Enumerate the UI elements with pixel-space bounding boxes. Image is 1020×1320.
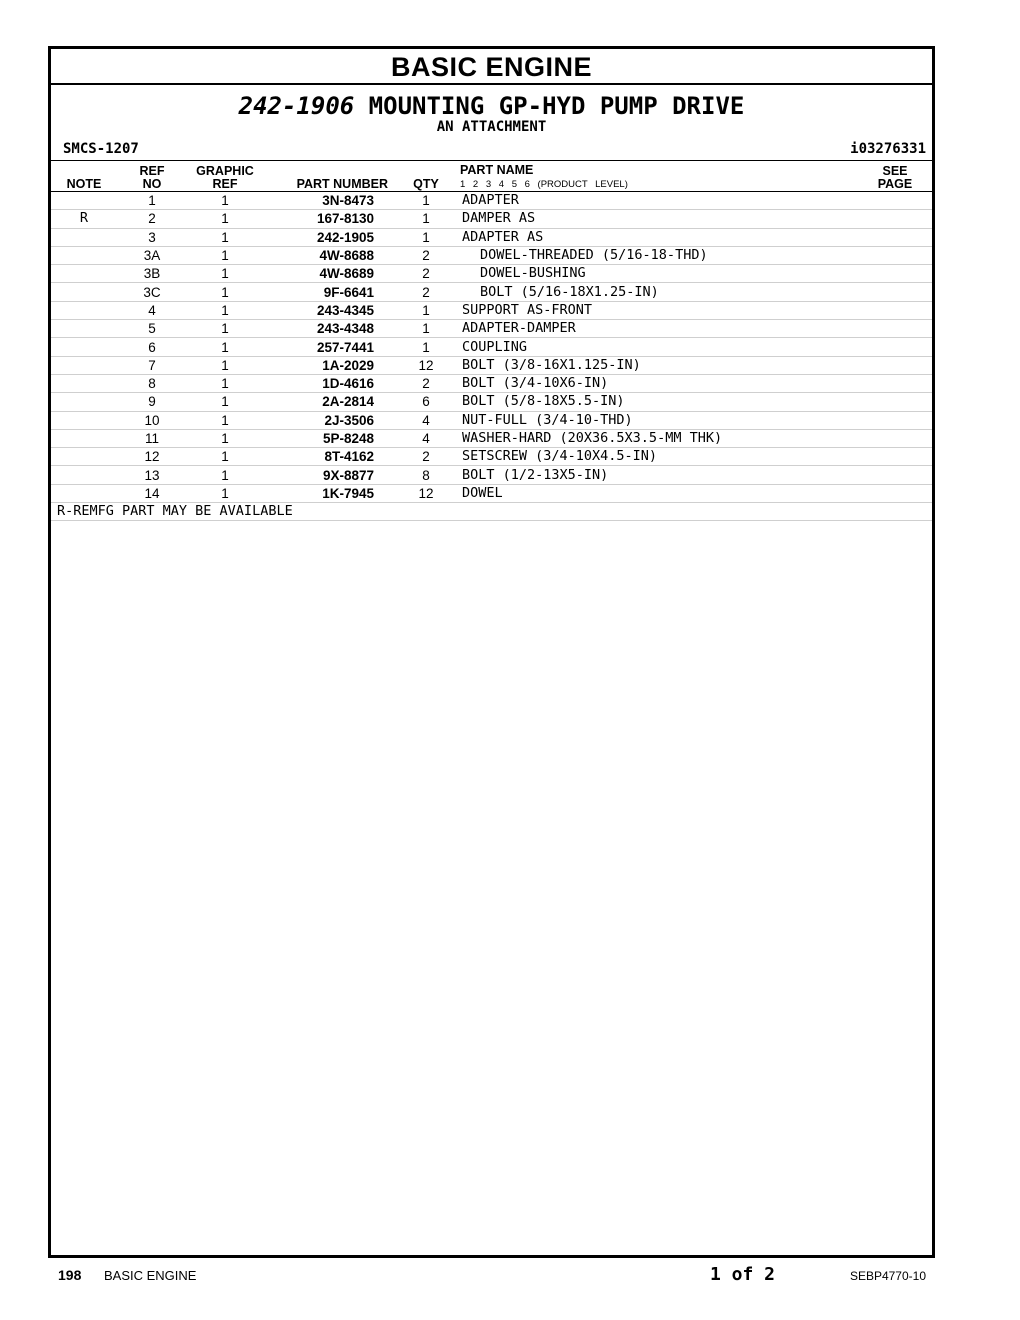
part-name-cell: DOWEL [456, 484, 858, 502]
qty-cell: 1 [396, 192, 456, 210]
part-number-cell: 9F-6641 [263, 283, 396, 301]
see-page-cell [858, 411, 932, 429]
part-number-cell: 4W-8689 [263, 265, 396, 283]
part-number-cell: 1A-2029 [263, 356, 396, 374]
part-number-cell: 8T-4162 [263, 448, 396, 466]
note-cell [51, 411, 117, 429]
section-title: BASIC ENGINE [51, 49, 932, 85]
see-page-cell [858, 448, 932, 466]
qty-cell: 2 [396, 448, 456, 466]
part-name-cell: ADAPTER [456, 192, 858, 210]
qty-cell: 6 [396, 393, 456, 411]
table-row [51, 411, 932, 429]
ref-no-cell: 3A [117, 246, 187, 264]
part-number-cell: 243-4348 [263, 320, 396, 338]
part-name-cell: BOLT (3/8-16X1.125-IN) [456, 356, 858, 374]
header-part-number: PART NUMBER [263, 161, 396, 192]
header-graphic-ref: GRAPHIC REF [187, 161, 263, 192]
ref-no-cell: 3B [117, 265, 187, 283]
qty-cell: 8 [396, 466, 456, 484]
part-name-cell: ADAPTER AS [456, 228, 858, 246]
note-cell [51, 393, 117, 411]
note-cell [51, 466, 117, 484]
graphic-ref-cell: 1 [187, 338, 263, 356]
table-row [51, 265, 932, 283]
qty-cell: 12 [396, 484, 456, 502]
group-title [51, 93, 932, 119]
smcs-code: SMCS-1207 [63, 141, 139, 157]
note-cell [51, 265, 117, 283]
part-number-cell: 167-8130 [263, 210, 396, 228]
ref-no-cell: 11 [117, 429, 187, 447]
ref-no-cell: 7 [117, 356, 187, 374]
graphic-ref-cell: 1 [187, 246, 263, 264]
table-row [51, 466, 932, 484]
part-name-cell: SUPPORT AS-FRONT [456, 301, 858, 319]
page-number: 198 [58, 1267, 82, 1283]
note-cell [51, 192, 117, 210]
graphic-ref-cell: 1 [187, 228, 263, 246]
qty-cell: 4 [396, 411, 456, 429]
table-header [51, 161, 932, 192]
ref-no-cell: 14 [117, 484, 187, 502]
qty-cell: 1 [396, 338, 456, 356]
graphic-ref-cell: 1 [187, 192, 263, 210]
see-page-cell [858, 265, 932, 283]
qty-cell: 1 [396, 301, 456, 319]
note-cell [51, 283, 117, 301]
table-row [51, 320, 932, 338]
group-subtitle: AN ATTACHMENT [436, 119, 547, 135]
table-row [51, 338, 932, 356]
part-number-cell: 257-7441 [263, 338, 396, 356]
illustration-id: i03276331 [850, 141, 926, 157]
identifier-row [51, 138, 932, 160]
part-name-cell: WASHER-HARD (20X36.5X3.5-MM THK) [456, 429, 858, 447]
footer-section: BASIC ENGINE [104, 1268, 197, 1283]
part-number-cell: 243-4345 [263, 301, 396, 319]
note-cell [51, 228, 117, 246]
table-row [51, 210, 932, 228]
table-row [51, 301, 932, 319]
ref-no-cell: 10 [117, 411, 187, 429]
part-name-cell: NUT-FULL (3/4-10-THD) [456, 411, 858, 429]
see-page-cell [858, 320, 932, 338]
part-number-cell: 9X-8877 [263, 466, 396, 484]
note-cell [51, 484, 117, 502]
see-page-cell [858, 192, 932, 210]
see-page-cell [858, 466, 932, 484]
parts-table [51, 160, 932, 521]
ref-no-cell: 8 [117, 374, 187, 392]
footnote: R-REMFG PART MAY BE AVAILABLE [51, 503, 932, 521]
table-row [51, 448, 932, 466]
header-qty: QTY [396, 161, 456, 192]
graphic-ref-cell: 1 [187, 448, 263, 466]
graphic-ref-cell: 1 [187, 484, 263, 502]
product-levels: 1 2 3 4 5 6 (PRODUCT LEVEL) [460, 179, 628, 190]
graphic-ref-cell: 1 [187, 210, 263, 228]
part-name-cell: DOWEL-BUSHING [456, 265, 858, 283]
table-row [51, 429, 932, 447]
see-page-cell [858, 393, 932, 411]
graphic-ref-cell: 1 [187, 429, 263, 447]
note-cell [51, 301, 117, 319]
part-number-cell: 242-1905 [263, 228, 396, 246]
note-cell [51, 338, 117, 356]
part-number-cell: 2A-2814 [263, 393, 396, 411]
footnote-row [51, 503, 932, 521]
note-cell [51, 374, 117, 392]
header-note: NOTE [51, 161, 117, 192]
graphic-ref-cell: 1 [187, 374, 263, 392]
see-page-cell [858, 429, 932, 447]
see-page-cell [858, 484, 932, 502]
part-name-cell: BOLT (3/4-10X6-IN) [456, 374, 858, 392]
ref-no-cell: 3 [117, 228, 187, 246]
ref-no-cell: 12 [117, 448, 187, 466]
table-row [51, 356, 932, 374]
qty-cell: 2 [396, 246, 456, 264]
see-page-cell [858, 356, 932, 374]
note-cell [51, 448, 117, 466]
page-frame [48, 46, 935, 1258]
note-cell [51, 429, 117, 447]
graphic-ref-cell: 1 [187, 411, 263, 429]
see-page-cell [858, 246, 932, 264]
part-number-cell: 5P-8248 [263, 429, 396, 447]
part-name-cell: BOLT (1/2-13X5-IN) [456, 466, 858, 484]
part-number-cell: 4W-8688 [263, 246, 396, 264]
part-name-cell: COUPLING [456, 338, 858, 356]
qty-cell: 4 [396, 429, 456, 447]
part-number-cell: 2J-3506 [263, 411, 396, 429]
qty-cell: 1 [396, 210, 456, 228]
part-number-cell: 1D-4616 [263, 374, 396, 392]
qty-cell: 2 [396, 283, 456, 301]
part-number-cell: 1K-7945 [263, 484, 396, 502]
part-number-cell: 3N-8473 [263, 192, 396, 210]
ref-no-cell: 9 [117, 393, 187, 411]
ref-no-cell: 13 [117, 466, 187, 484]
part-name-cell: BOLT (5/16-18X1.25-IN) [456, 283, 858, 301]
qty-cell: 12 [396, 356, 456, 374]
part-name-cell: DOWEL-THREADED (5/16-18-THD) [456, 246, 858, 264]
ref-no-cell: 3C [117, 283, 187, 301]
note-cell [51, 246, 117, 264]
header-ref-no: REF NO [117, 161, 187, 192]
ref-no-cell: 6 [117, 338, 187, 356]
ref-no-cell: 1 [117, 192, 187, 210]
ref-no-cell: 5 [117, 320, 187, 338]
page-footer [0, 1264, 1020, 1288]
note-cell [51, 356, 117, 374]
document-number: SEBP4770-10 [849, 1269, 926, 1283]
group-name: MOUNTING GP-HYD PUMP DRIVE [368, 92, 745, 120]
graphic-ref-cell: 1 [187, 393, 263, 411]
part-name-cell: ADAPTER-DAMPER [456, 320, 858, 338]
table-row [51, 374, 932, 392]
table-row [51, 192, 932, 210]
header-see-page: SEE PAGE [858, 161, 932, 192]
table-row [51, 283, 932, 301]
part-name-cell: DAMPER AS [456, 210, 858, 228]
table-row [51, 393, 932, 411]
see-page-cell [858, 210, 932, 228]
graphic-ref-cell: 1 [187, 301, 263, 319]
group-number: 242-1906 [238, 92, 355, 120]
graphic-ref-cell: 1 [187, 283, 263, 301]
header-part-name: PART NAME 1 2 3 4 5 6 (PRODUCT LEVEL) [456, 161, 858, 192]
table-row [51, 484, 932, 502]
note-cell: R [51, 210, 117, 228]
qty-cell: 2 [396, 265, 456, 283]
ref-no-cell: 2 [117, 210, 187, 228]
qty-cell: 2 [396, 374, 456, 392]
see-page-cell [858, 301, 932, 319]
see-page-cell [858, 338, 932, 356]
table-row [51, 246, 932, 264]
note-cell [51, 320, 117, 338]
qty-cell: 1 [396, 228, 456, 246]
part-name-cell: SETSCREW (3/4-10X4.5-IN) [456, 448, 858, 466]
graphic-ref-cell: 1 [187, 356, 263, 374]
graphic-ref-cell: 1 [187, 265, 263, 283]
ref-no-cell: 4 [117, 301, 187, 319]
see-page-cell [858, 228, 932, 246]
qty-cell: 1 [396, 320, 456, 338]
graphic-ref-cell: 1 [187, 466, 263, 484]
see-page-cell [858, 283, 932, 301]
part-name-cell: BOLT (5/8-18X5.5-IN) [456, 393, 858, 411]
table-row [51, 228, 932, 246]
sheet-indicator: 1 of 2 [710, 1264, 776, 1285]
graphic-ref-cell: 1 [187, 320, 263, 338]
see-page-cell [858, 374, 932, 392]
